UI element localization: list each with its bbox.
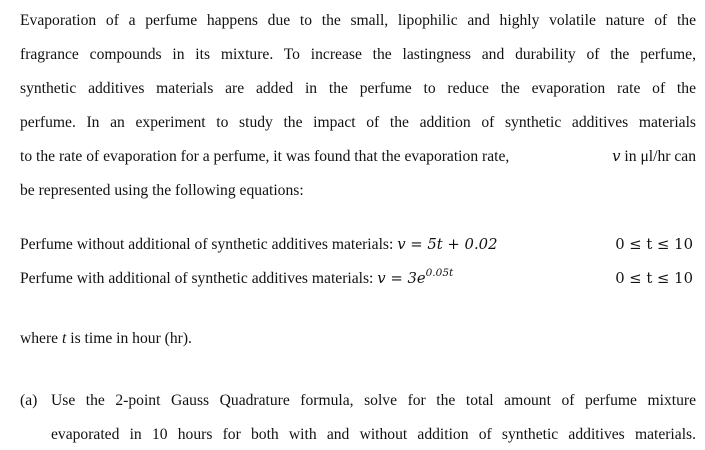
- equation-label: Perfume with additional of synthetic additives materials:: [20, 270, 378, 287]
- equation-expression: v = 3e: [377, 270, 426, 287]
- equation-with-additives: [20, 267, 454, 288]
- time-variable-note: [20, 330, 192, 348]
- paragraph-line-2: fragrance compounds in its mixture. To increase the lastingness and durability of the perfume,: [20, 46, 696, 63]
- equation-expression: v = 5t + 0.02: [397, 236, 498, 253]
- equation-without-additives: [20, 236, 497, 254]
- question-label: (a): [20, 392, 38, 409]
- equation-range: 0 ≤ t ≤ 10: [615, 236, 693, 253]
- rate-unit-text: in μl/hr can: [620, 148, 696, 165]
- equation-range: 0 ≤ t ≤ 10: [615, 270, 693, 287]
- paragraph-line-1: Evaporation of a perfume happens due to the small, lipophilic and highly volatile nature of the: [20, 12, 696, 29]
- paragraph-line-3: synthetic additives materials are added in the perfume to reduce the evaporation rate of the: [20, 80, 696, 97]
- paragraph-line-4: perfume. In an experiment to study the impact of the addition of synthetic additives materials: [20, 114, 696, 131]
- paragraph-line-5: [20, 148, 696, 166]
- paragraph-line-6: be represented using the following equations:: [20, 182, 304, 199]
- note-variable: t: [62, 330, 67, 347]
- question-text-line-1: Use the 2-point Gauss Quadrature formula, solve for the total amount of perfume mixture: [51, 392, 696, 409]
- note-post: is time in hour (hr).: [66, 330, 192, 347]
- equation-label: Perfume without additional of synthetic additives materials:: [20, 236, 398, 253]
- question-text-line-2: evaporated in 10 hours for both with and without addition of synthetic additives materials.: [51, 426, 696, 443]
- paragraph-line-5-text: to the rate of evaporation for a perfume, it was found that the evaporation rate,: [20, 148, 510, 165]
- note-pre: where: [20, 330, 62, 347]
- rate-variable: v: [612, 148, 621, 165]
- paragraph-line-5-rate-unit: [612, 148, 696, 166]
- equation-exponent: 0.05t: [425, 267, 454, 279]
- question-line-1: [20, 392, 696, 410]
